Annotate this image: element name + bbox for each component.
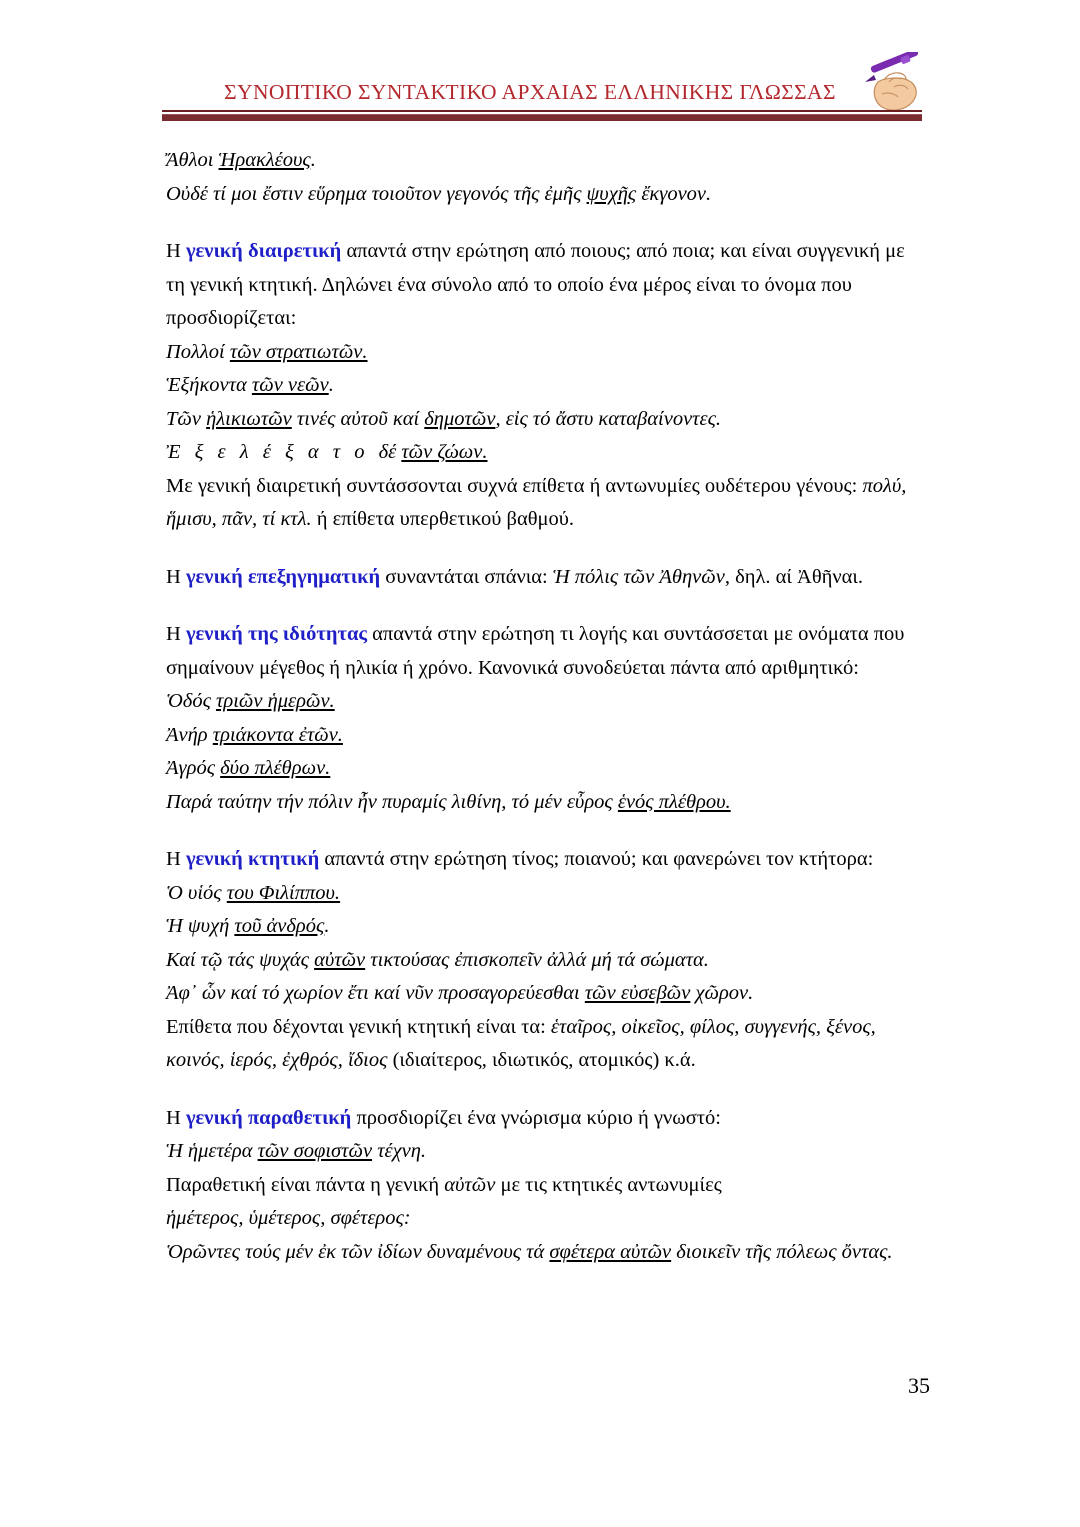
keyword-highlight: γενική παραθετική xyxy=(185,1106,352,1129)
section-note xyxy=(166,470,926,537)
text-run: Ἄθλοι xyxy=(166,149,219,171)
text-run: , εἰς τό ἄστυ καταβαίνοντες. xyxy=(495,407,722,430)
italic-run: Ἡ πόλις τῶν Ἀθηνῶν xyxy=(552,565,725,588)
underlined-run: Ἡρακλέους xyxy=(218,149,311,171)
text-run: Η xyxy=(166,1106,186,1129)
paragraph-intro-examples xyxy=(166,144,926,211)
example-line xyxy=(166,436,926,470)
underlined-run: τοῦ ἀνδρός xyxy=(234,915,325,937)
section-note xyxy=(166,1169,926,1203)
text-run: συναντάται σπάνια: xyxy=(380,565,553,588)
text-run: , δηλ. αί Ἀθῆναι. xyxy=(724,565,864,588)
text-run: απαντά στην ερώτηση τίνος; ποιανού; και φανερώνει τον κτήτορα: xyxy=(319,848,874,870)
section-lead-paragraph xyxy=(166,618,926,685)
keyword-highlight: γενική επεξηγηματική xyxy=(185,565,381,588)
underlined-run: τῶν σοφιστῶν xyxy=(257,1140,373,1162)
keyword-highlight: γενική διαιρετική xyxy=(185,240,342,262)
text-run: απαντά στην ερώτηση τι λογής και συντάσσεται με ονόματα που σημαίνουν μέγεθος ή ηλικία ή χρόνο. Κανονικά συνοδεύεται πάντα από αριθμητικό: xyxy=(166,623,905,679)
text-run: Παρά ταύτην τήν πόλιν ἦν πυραμίς λιθίνη, τό μέν εὖρος xyxy=(166,790,618,813)
hand-writing-pen-icon xyxy=(856,52,934,114)
example-line xyxy=(166,910,926,944)
keyword-highlight: γενική της ιδιότητας xyxy=(185,623,368,645)
section-genitive-partitive xyxy=(166,235,926,537)
section-lead-paragraph xyxy=(166,235,926,336)
example-line xyxy=(166,336,926,370)
example-line xyxy=(166,752,926,786)
text-run: Τῶν xyxy=(166,407,207,430)
underlined-run: τῶν εὐσεβῶν xyxy=(584,982,691,1004)
page-title: ΣΥΝΟΠΤΙΚΟ ΣΥΝΤΑΚΤΙΚΟ ΑΡΧΑΙΑΣ ΕΛΛΗΝΙΚΗΣ ΓΛΩΣΣΑΣ xyxy=(224,80,836,104)
text-run: ἔκγονον. xyxy=(636,182,712,205)
text-run: με τις κτητικές αντωνυμίες xyxy=(495,1173,722,1196)
text-run: τινές αὐτοῦ καί xyxy=(291,407,425,430)
italic-run: πολύ, ἥμισυ, πᾶν, τί κτλ. xyxy=(166,474,907,530)
text-run: Ἀνήρ xyxy=(166,723,213,746)
document-body xyxy=(166,144,926,1269)
underlined-run: ἡλικιωτῶν xyxy=(206,407,292,430)
text-run: Ἡ ψυχή xyxy=(166,915,235,937)
text-run: δέ xyxy=(378,441,402,463)
underlined-run: τῶν νεῶν xyxy=(251,374,329,396)
underlined-run: τριάκοντα ἐτῶν. xyxy=(212,723,343,746)
example-line xyxy=(166,144,926,178)
example-line xyxy=(166,719,926,753)
text-run: Οὐδέ τί μοι ἔστιν εὕρημα τοιοῦτον γεγονός τῆς ἐμῆς xyxy=(166,182,587,205)
text-run: Ἡ ἡμετέρα xyxy=(166,1140,258,1162)
example-line xyxy=(166,786,926,820)
section-genitive-possessive xyxy=(166,843,926,1078)
example-line xyxy=(166,944,926,978)
text-run: Με γενική διαιρετική συντάσσονται συχνά επίθετα ή αντωνυμίες ουδέτερου γένους: xyxy=(166,474,863,497)
text-run: (ιδιαίτερος, ιδιωτικός, ατομικός) κ.ά. xyxy=(387,1049,696,1071)
text-run: Η xyxy=(166,240,186,262)
italic-run: ἡμέτερος, ὑμέτερος, σφέτερος: xyxy=(166,1207,411,1229)
section-lead-paragraph xyxy=(166,843,926,877)
section-genitive-appositive xyxy=(166,1102,926,1270)
text-run: προσδιορίζει ένα γνώρισμα κύριο ή γνωστό: xyxy=(351,1106,721,1129)
header-divider-rule xyxy=(162,110,922,121)
underlined-run: ἑνός πλέθρου. xyxy=(617,790,731,813)
example-line xyxy=(166,1236,926,1270)
underlined-run: σφέτερα αὐτῶν xyxy=(549,1240,672,1263)
text-run: Καί τῷ τάς ψυχάς xyxy=(166,948,315,971)
text-run: απαντά στην ερώτηση από ποιους; από ποια; και είναι συγγενική με τη γενική κτητική. Δηλώνει ένα σύνολο από το οποίο ένα μέρος είναι το όνομα που προσδιορίζεται: xyxy=(166,240,905,329)
example-line xyxy=(166,685,926,719)
underlined-run: τῶν στρατιωτῶν. xyxy=(229,340,368,363)
text-run: Η xyxy=(166,565,186,588)
underlined-run: αὐτῶν xyxy=(314,948,366,971)
text-run: Επίθετα που δέχονται γενική κτητική είναι τα: xyxy=(166,1015,551,1038)
example-line xyxy=(166,877,926,911)
text-run: Ἀφ᾿ ὧν καί τό χωρίον ἔτι καί νῦν προσαγορεύεσθαι xyxy=(166,982,585,1004)
underlined-run: τριῶν ἡμερῶν. xyxy=(216,690,335,712)
example-line xyxy=(166,178,926,212)
text-run: χῶρον. xyxy=(690,982,754,1004)
page-header xyxy=(162,58,922,128)
section-genitive-explanatory xyxy=(166,561,926,595)
text-run: Πολλοί xyxy=(166,340,230,363)
section-lead-paragraph xyxy=(166,1102,926,1136)
underlined-run: του Φιλίππου. xyxy=(226,881,341,904)
page-number: 35 xyxy=(908,1373,930,1398)
section-note xyxy=(166,1011,926,1078)
example-line xyxy=(166,1135,926,1169)
section-lead-paragraph xyxy=(166,561,926,595)
keyword-highlight: γενική κτητική xyxy=(185,848,320,870)
text-run: Η xyxy=(166,623,186,645)
section-genitive-quality xyxy=(166,618,926,819)
text-run: διοικεῖν τῆς πόλεως ὄντας. xyxy=(671,1240,893,1263)
text-run: . xyxy=(328,374,334,396)
text-run: Ὁδός xyxy=(166,690,217,712)
text-run: Ὁ υἱός xyxy=(166,881,227,904)
text-run: . xyxy=(324,915,330,937)
section-note-terms xyxy=(166,1202,926,1236)
underlined-run: ψυχῆς xyxy=(586,182,637,205)
text-run: Ὁρῶντες τούς μέν ἐκ τῶν ἰδίων δυναμένους τά xyxy=(166,1240,550,1263)
example-line xyxy=(166,403,926,437)
underlined-run: τῶν ζώων. xyxy=(401,441,488,463)
underlined-run: δημοτῶν xyxy=(424,407,496,430)
italic-run: ἑταῖρος, οἰκεῖος, φίλος, συγγενής, ξένος, κοινός, ἱερός, ἐχθρός, ἴδιος xyxy=(166,1015,876,1071)
text-run: . xyxy=(310,149,316,171)
text-run: Ἀγρός xyxy=(166,757,221,779)
letterspaced-run: Ἐ ξ ε λ έ ξ α τ ο xyxy=(166,441,379,463)
text-run: Η xyxy=(166,848,186,870)
text-run: τικτούσας ἐπισκοπεῖν ἀλλά μή τά σώματα. xyxy=(365,948,709,971)
text-run: τέχνη. xyxy=(372,1140,427,1162)
example-line xyxy=(166,369,926,403)
italic-run: αὐτῶν xyxy=(444,1173,496,1196)
underlined-run: δύο πλέθρων. xyxy=(220,757,331,779)
text-run: Ἑξήκοντα xyxy=(166,374,252,396)
example-line xyxy=(166,977,926,1011)
text-run: Παραθετική είναι πάντα η γενική xyxy=(166,1173,445,1196)
text-run: ή επίθετα υπερθετικού βαθμού. xyxy=(311,508,575,530)
